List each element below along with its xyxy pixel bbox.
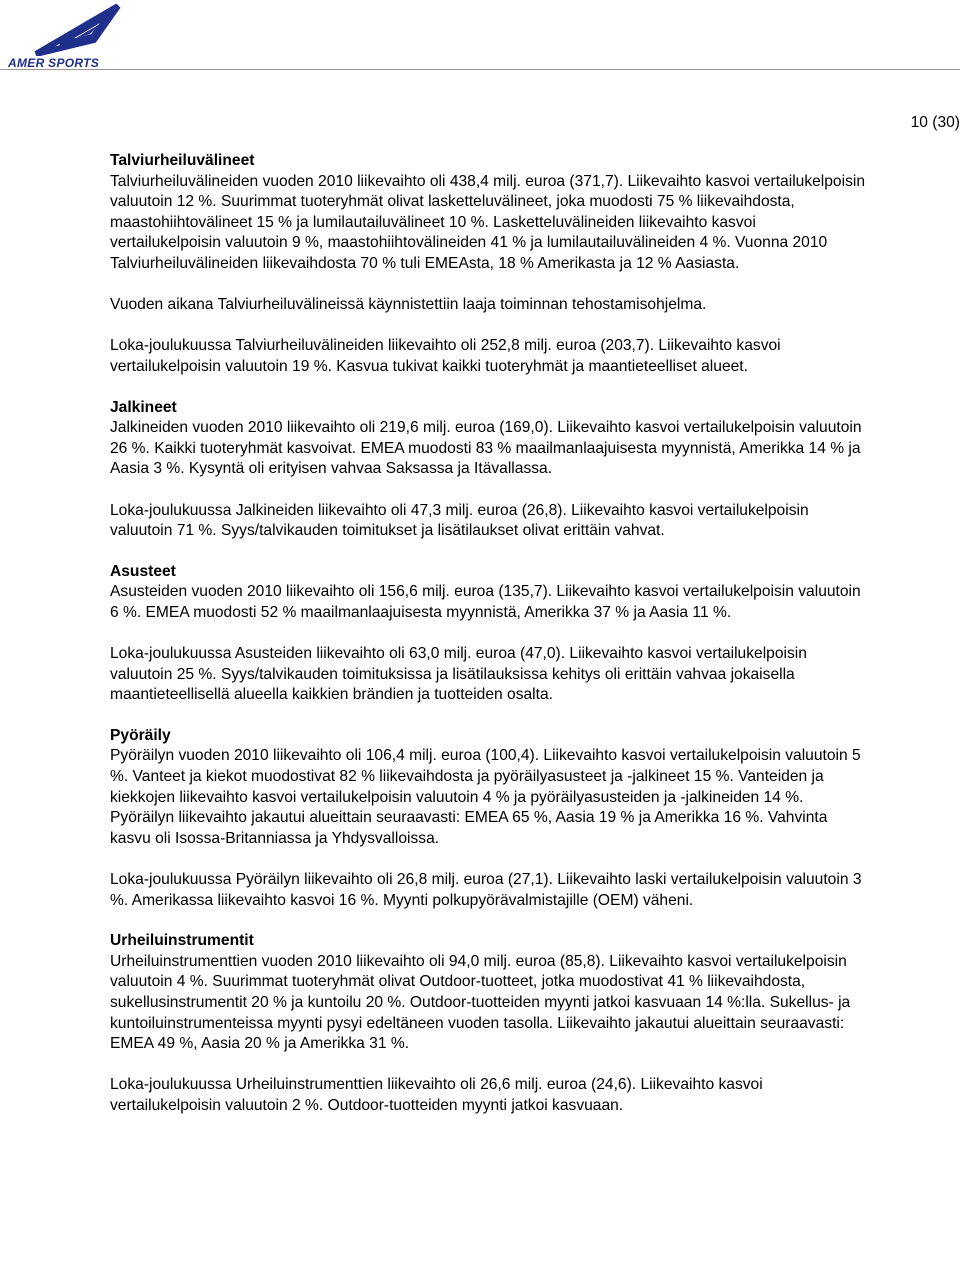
section-paragraph: Asusteiden vuoden 2010 liikevaihto oli 156,6 milj. euroa (135,7). Liikevaihto kasvoi vertailukelpoisin valuutoin 6 %. EMEA muodosti 52 % maailmanlaajuisesta myynnistä, Amerikka 37 % ja Aasia 11 %. — [110, 583, 861, 621]
section-paragraph: Pyöräilyn vuoden 2010 liikevaihto oli 106,4 milj. euroa (100,4). Liikevaihto kasvoi vertailukelpoisin valuutoin 5 %. Vanteet ja kiekot muodostivat 82 % liikevaihdosta ja pyöräilyasusteet ja -jalkineet 15 %. Vanteiden ja kiekkojen liikevaihto kasvoi vertailukelpoisin valuutoin 4 % ja pyöräilyasusteiden ja -jalkineiden 14 %. Pyöräilyn liikevaihto jakautui alueittain seuraavasti: EMEA 65 %, Aasia 19 % ja Amerikka 16 %. Vahvinta kasvu oli Isossa-Britanniassa ja Yhdysvalloissa. — [110, 747, 861, 847]
section-paragraph: Loka-joulukuussa Pyöräilyn liikevaihto oli 26,8 milj. euroa (27,1). Liikevaihto laski vertailukelpoisin valuutoin 3 %. Amerikassa liikevaihto kasvoi 16 %. Myynti polkupyörävalmistajille (OEM) väheni. — [110, 871, 862, 909]
section-paragraph: Talviurheiluvälineiden vuoden 2010 liikevaihto oli 438,4 milj. euroa (371,7). Liikevaihto kasvoi vertailukelpoisin valuutoin 12 %. Suurimmat tuoteryhmät olivat lasketteluvälineet, joka muodosti 75 % liikevaihdosta, maastohiihtovälineet 15 % ja lumilautailuvälineet 10 %. Lasketteluvälineiden liikevaihto kasvoi vertailukelpoisin valuutoin 9 %, maastohiihtovälineiden 41 % ja lumilautailuvälineiden 4 %. Vuonna 2010 Talviurheiluvälineiden liikevaihdosta 70 % tuli EMEAsta, 18 % Amerikasta ja 12 % Aasiasta. — [110, 172, 866, 272]
page-number: 10 (30) — [910, 114, 960, 131]
section-talviurheiluvalineet — [110, 151, 870, 378]
section-heading: Urheiluinstrumentit — [110, 932, 254, 950]
section-heading: Talviurheiluvälineet — [110, 152, 255, 169]
amer-sports-logo — [4, 4, 130, 68]
section-heading: Pyöräily — [110, 726, 171, 744]
section-paragraph: Loka-joulukuussa Talviurheiluvälineiden liikevaihto oli 252,8 milj. euroa (203,7). Liikevaihto kasvoi vertailukelpoisin valuutoin 19 %. Kasvua tukivat kaikki tuoteryhmät ja maantieteelliset alueet. — [110, 337, 781, 375]
section-urheiluinstrumentit — [110, 931, 870, 1116]
section-paragraph: Loka-joulukuussa Asusteiden liikevaihto oli 63,0 milj. euroa (47,0). Liikevaihto kasvoi vertailukelpoisin valuutoin 25 %. Syys/talvikauden toimituksissa ja lisätilauksissa kehitys oli erittäin vahvaa jokaisella maantieteellisellä alueella kaikkien brändien ja tuotteiden osalta. — [110, 645, 807, 704]
section-heading: Asusteet — [110, 562, 176, 580]
section-paragraph: Urheiluinstrumenttien vuoden 2010 liikevaihto oli 94,0 milj. euroa (85,8). Liikevaihto kasvoi vertailukelpoisin valuutoin 4 %. Suurimmat tuoteryhmät olivat Outdoor-tuotteet, jotka muodostivat 41 % liikevaihdosta, sukellusinstrumentit 20 % ja kuntoilu 20 %. Outdoor-tuotteiden myynti jatkoi kasvuaan 14 %:lla. Sukellus- ja kuntoiluinstrumenteissa myynti pysyi edeltäneen vuoden tasolla. Liikevaihto jakautui alueittain seuraavasti: EMEA 49 %, Aasia 20 % ja Amerikka 31 %. — [110, 952, 851, 1053]
section-paragraph: Loka-joulukuussa Urheiluinstrumenttien liikevaihto oli 26,6 milj. euroa (24,6). Liikevaihto kasvoi vertailukelpoisin valuutoin 2 %. Outdoor-tuotteiden myynti jatkoi kasvuaan. — [110, 1076, 763, 1114]
section-paragraph: Loka-joulukuussa Jalkineiden liikevaihto oli 47,3 milj. euroa (26,8). Liikevaihto kasvoi vertailukelpoisin valuutoin 71 %. Syys/talvikauden toimitukset ja lisätilaukset olivat erittäin vahvat. — [110, 501, 809, 540]
section-paragraph: Jalkineiden vuoden 2010 liikevaihto oli 219,6 milj. euroa (169,0). Liikevaihto kasvoi vertailukelpoisin valuutoin 26 %. Kaikki tuoteryhmät kasvoivat. EMEA muodosti 83 % maailmanlaajuisesta myynnistä, Amerikka 14 % ja Aasia 3 %. Kysyntä oli erityisen vahvaa Saksassa ja Itävallassa. — [110, 419, 862, 478]
section-paragraph: Vuoden aikana Talviurheiluvälineissä käynnistettiin laaja toiminnan tehostamisohjelma. — [110, 296, 707, 314]
document-body — [110, 151, 870, 1137]
page-header — [0, 0, 960, 80]
section-heading: Jalkineet — [110, 398, 177, 416]
amer-sports-logo-icon — [34, 4, 124, 56]
section-pyoraily — [110, 726, 870, 911]
logo-text: AMER SPORTS — [8, 56, 100, 70]
header-divider — [0, 69, 960, 70]
section-asusteet — [110, 562, 870, 706]
section-jalkineet — [110, 398, 870, 542]
